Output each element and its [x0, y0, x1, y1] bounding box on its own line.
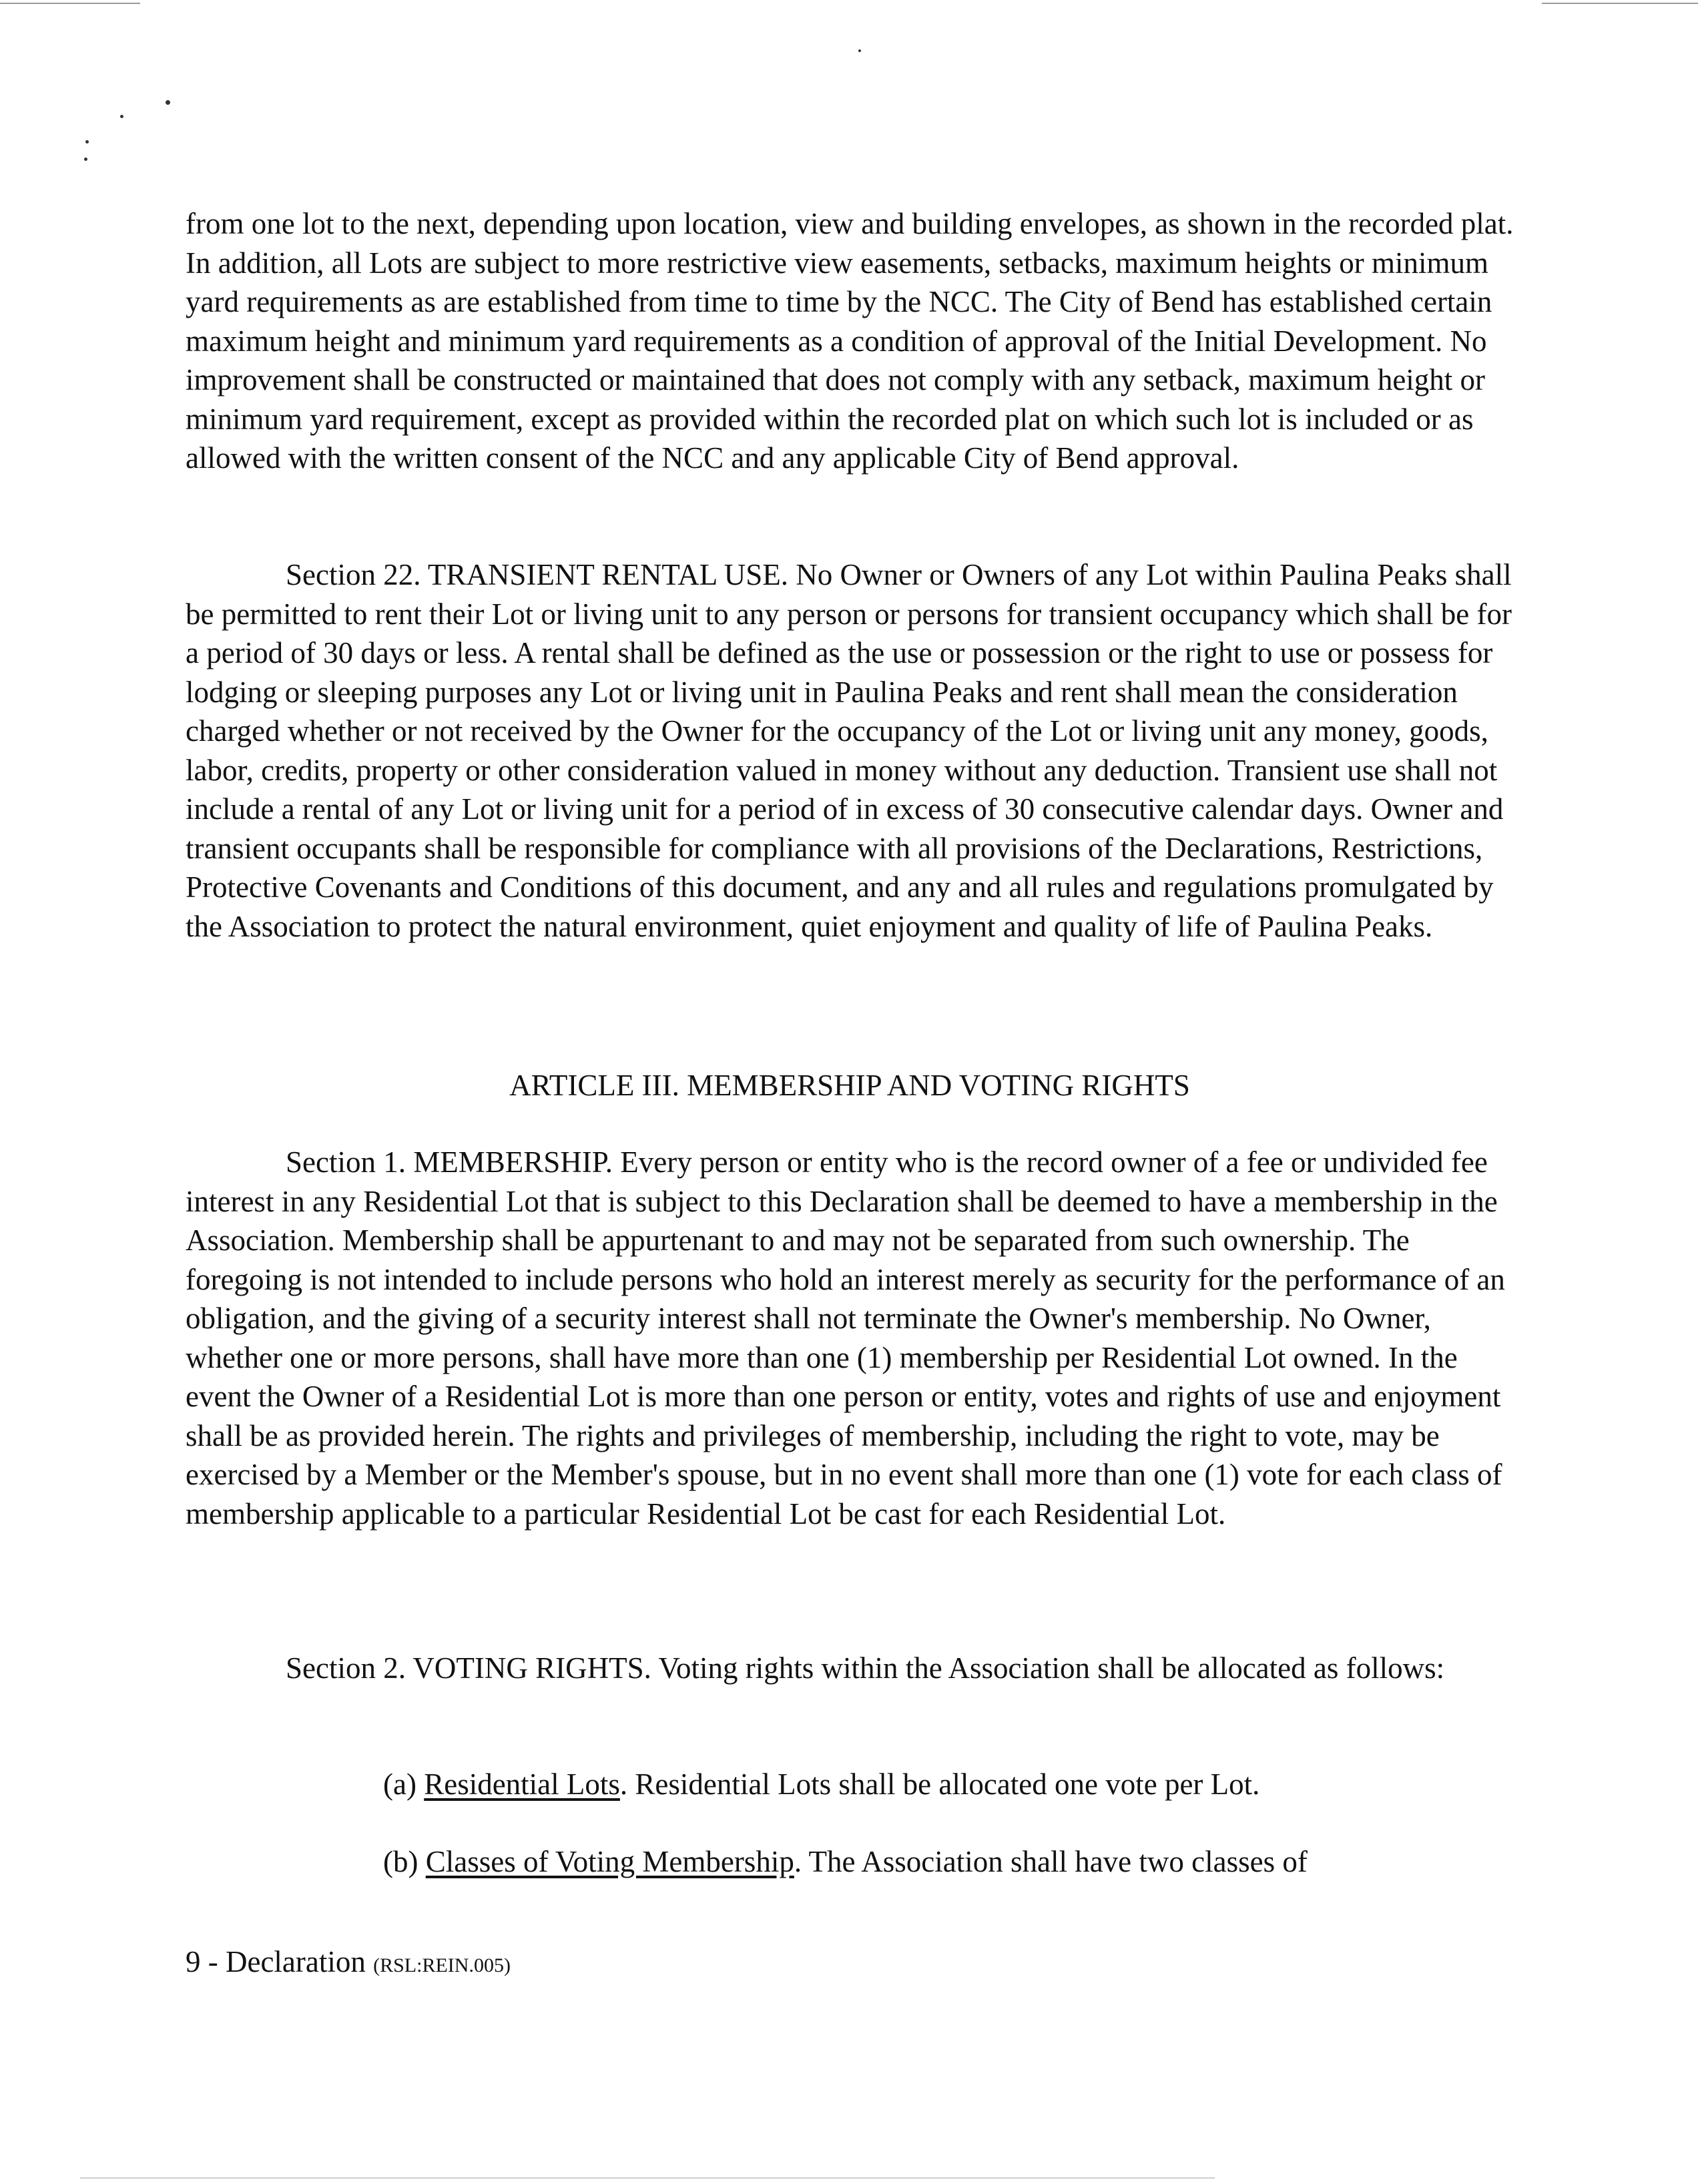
paragraph-section-2: Section 2. VOTING RIGHTS. Voting rights within the Association shall be allocated as follows: [286, 1651, 1445, 1685]
footer-page-label: 9 - Declaration [186, 1945, 374, 1978]
scan-speck [858, 49, 861, 52]
subsection-b-prefix: (b) [383, 1845, 426, 1878]
scan-artifact-bottom [80, 2177, 1215, 2179]
subsection-a-text: . Residential Lots shall be allocated one vote per Lot. [619, 1767, 1260, 1801]
scan-speck [84, 158, 87, 161]
subsection-b-text: . The Association shall have two classes of [794, 1845, 1308, 1878]
subsection-b-title: Classes of Voting Membership [425, 1845, 794, 1878]
scan-speck [120, 115, 123, 118]
article-heading: ARTICLE III. MEMBERSHIP AND VOTING RIGHTS [509, 1069, 1190, 1102]
paragraph-section-22: Section 22. TRANSIENT RENTAL USE. No Owner or Owners of any Lot within Paulina Peaks shall be permitted to rent their Lot or living unit to any person or persons for transient occupancy which shall be for a period of 30 days or less. A rental shall be defined as the use or possession or the right to use or possess for lodging or sleeping purposes any Lot or living unit in Paulina Peaks and rent shall mean the consideration charged whether or not received by the Owner for the occupancy of the Lot or living unit any money, goods, labor, credits, property or other consideration valued in money without any deduction. Transient use shall not include a rental of any Lot or living unit for a period of in excess of 30 consecutive calendar days. Owner and transient occupants shall be responsible for compliance with all provisions of the Declarations, Restrictions, Protective Covenants and Conditions of this document, and any and all rules and regulations promulgated by the Association to protect the natural environment, quiet enjoyment and quality of life of Paulina Peaks. [186, 558, 1512, 943]
paragraph-section-1: Section 1. MEMBERSHIP. Every person or entity who is the record owner of a fee or undivided fee interest in any Residential Lot that is subject to this Declaration shall be deemed to have a membership in the Association. Membership shall be appurtenant to and may not be separated from such ownership. The foregoing is not intended to include persons who hold an interest merely as security for the performance of an obligation, and the giving of a security interest shall not terminate the Owner's membership. No Owner, whether one or more persons, shall have more than one (1) membership per Residential Lot owned. In the event the Owner of a Residential Lot is more than one person or entity, votes and rights of use and enjoyment shall be as provided herein. The rights and privileges of membership, including the right to vote, may be exercised by a Member or the Member's spouse, but in no event shall more than one (1) vote for each class of membership applicable to a particular Residential Lot be cast for each Residential Lot. [186, 1145, 1505, 1531]
scan-speck [166, 100, 170, 105]
paragraph-building-envelopes: from one lot to the next, depending upon location, view and building envelopes, as shown in the recorded plat. In addition, all Lots are subject to more restrictive view easements, setbacks, maximum heights or minimum yard requirements as are established from time to time by the NCC. The City of Bend has established certain maximum height and minimum yard requirements as a condition of approval of the Initial Development. No improvement shall be constructed or maintained that does not comply with any setback, maximum height or minimum yard requirement, except as provided within the recorded plat on which such lot is included or as allowed with the written consent of the NCC and any applicable City of Bend approval. [186, 207, 1514, 475]
subsection-a [383, 1765, 1518, 1804]
scan-artifact-top [0, 3, 140, 4]
subsection-a-prefix: (a) [383, 1767, 425, 1801]
scan-speck [85, 140, 89, 144]
page-footer [186, 1942, 511, 1985]
subsection-b [383, 1842, 1518, 1881]
scan-artifact-top-right [1542, 3, 1698, 4]
subsection-a-title: Residential Lots [424, 1767, 620, 1801]
footer-doc-code: (RSL:REIN.005) [373, 1954, 511, 1976]
